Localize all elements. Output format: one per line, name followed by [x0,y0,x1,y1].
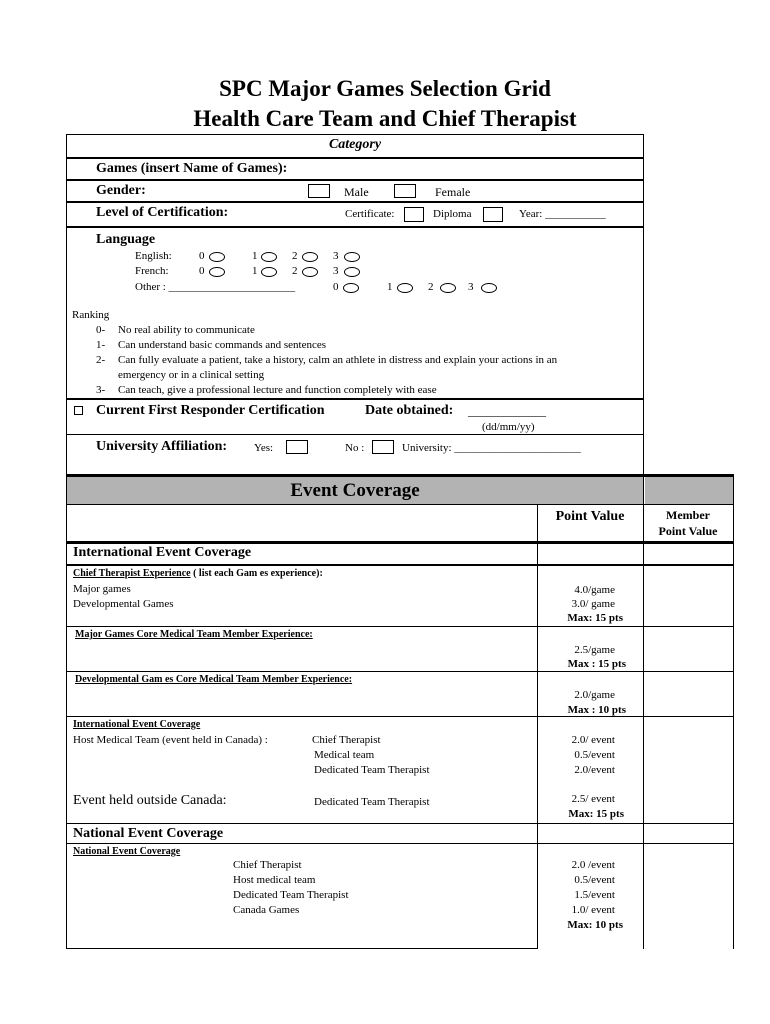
table-bottom-border [66,948,538,949]
diploma-label: Diploma [433,208,472,220]
other-language-field[interactable]: Other : _______________________ [135,281,296,293]
french-1-radio[interactable] [261,267,277,277]
divider [66,671,734,672]
divider [66,398,644,400]
host-role: Dedicated Team Therapist [314,764,430,776]
first-responder-checkbox[interactable] [74,406,83,415]
national-coverage-title: National Event Coverage [73,846,181,857]
event-coverage-heading: Event Coverage [290,480,420,501]
member-header-1: Member [666,508,710,522]
level-3: 3 [333,265,339,277]
host-medical-team-label: Host Medical Team (event held in Canada) : [73,734,268,746]
certificate-checkbox[interactable] [404,207,424,222]
level-1: 1 [387,281,393,293]
category-heading: Category [328,137,382,152]
english-0-radio[interactable] [209,252,225,262]
male-label: Male [344,185,369,199]
ranking-num: 2- [96,354,106,366]
games-label: Games (insert Name of Games): [96,161,288,176]
ranking-num: 1- [96,339,106,351]
host-role: Chief Therapist [312,734,381,746]
major-core-points: 2.5/game [574,644,615,656]
other-3-radio[interactable] [481,283,497,293]
university-yes-checkbox[interactable] [286,440,308,454]
host-role: Medical team [314,749,375,761]
language-label: Language [96,232,156,247]
divider [66,626,734,627]
outside-max: Max: 15 pts [568,808,624,820]
chief-exp-title: Chief Therapist Experience ( list each Gam es experience): [73,568,323,579]
divider [66,226,644,228]
divider [66,541,734,544]
national-role: Host medical team [233,874,316,886]
other-1-radio[interactable] [397,283,413,293]
category-right-border [643,134,644,476]
yes-label: Yes: [254,442,274,454]
host-points: 0.5/event [574,749,615,761]
english-2-radio[interactable] [302,252,318,262]
university-name-field[interactable]: University: _______________________ [402,442,581,454]
divider [66,179,644,181]
level-3: 3 [333,250,339,262]
ranking-num: 3- [96,384,106,396]
first-responder-label: Current First Responder Certification [96,403,325,418]
point-value-header: Point Value [555,509,625,524]
ranking-text: emergency or in a clinical setting [118,369,265,381]
dev-core-title: Developmental Gam es Core Medical Team Member Experience: [75,674,353,685]
developmental-games-points: 3.0/ game [571,598,615,610]
level-2: 2 [428,281,434,293]
divider [66,201,644,203]
national-max: Max: 10 pts [567,919,623,931]
ranking-text: Can fully evaluate a patient, take a history, calm an athlete in distress and explain your actions in an [118,354,558,366]
member-header-2: Point Value [658,524,718,538]
gender-label: Gender: [96,183,146,198]
date-format-hint: (dd/mm/yy) [482,421,535,433]
ranking-num: 0- [96,324,106,336]
level-2: 2 [292,265,298,277]
french-3-radio[interactable] [344,267,360,277]
international-section-title: International Event Coverage [73,545,252,560]
major-games-label: Major games [73,583,131,595]
date-obtained-field[interactable]: _____________ [468,404,546,418]
outside-role: Dedicated Team Therapist [314,796,430,808]
intl-coverage-title: International Event Coverage [73,719,201,730]
national-role: Canada Games [233,904,300,916]
english-label: English: [135,250,172,262]
major-games-points: 4.0/game [574,584,615,596]
major-core-max: Max : 15 pts [567,658,626,670]
date-obtained-label: Date obtained: [365,403,454,418]
national-section-title: National Event Coverage [73,826,224,841]
category-top-border [66,134,644,135]
other-2-radio[interactable] [440,283,456,293]
divider [66,716,734,717]
diploma-checkbox[interactable] [483,207,503,222]
outside-canada-label: Event held outside Canada: [73,793,227,808]
ranking-text: Can understand basic commands and sentences [118,339,327,351]
other-0-radio[interactable] [343,283,359,293]
university-affiliation-label: University Affiliation: [96,439,228,454]
divider [66,157,644,159]
host-points: 2.0/ event [571,734,615,746]
year-field[interactable]: Year: ___________ [519,208,606,220]
university-no-checkbox[interactable] [372,440,394,454]
member-col-left-border [643,474,644,949]
developmental-games-label: Developmental Games [73,598,174,610]
french-label: French: [135,265,169,277]
female-checkbox[interactable] [394,184,416,198]
outside-points: 2.5/ event [571,793,615,805]
table-right-border [733,474,734,949]
national-points: 2.0 /event [571,859,615,871]
divider [66,504,734,505]
divider [66,434,644,435]
national-points: 1.5/event [574,889,615,901]
ranking-title: Ranking [72,309,110,321]
dev-core-max: Max : 10 pts [567,704,626,716]
level-2: 2 [292,250,298,262]
certification-label: Level of Certification: [96,205,229,220]
host-points: 2.0/event [574,764,615,776]
major-core-title: Major Games Core Medical Team Member Experience: [75,629,313,640]
level-0: 0 [333,281,339,293]
title-line-1: SPC Major Games Selection Grid [219,76,551,101]
english-3-radio[interactable] [344,252,360,262]
title-line-2: Health Care Team and Chief Therapist [193,106,577,131]
ranking-text: No real ability to communicate [118,324,255,336]
event-heading-band-right [645,477,734,504]
level-0: 0 [199,265,205,277]
dev-core-points: 2.0/game [574,689,615,701]
national-points: 1.0/ event [571,904,615,916]
french-2-radio[interactable] [302,267,318,277]
male-checkbox[interactable] [308,184,330,198]
divider [66,564,734,566]
english-1-radio[interactable] [261,252,277,262]
level-3: 3 [468,281,474,293]
no-label: No : [345,442,365,454]
female-label: Female [435,185,471,199]
divider [66,823,734,824]
national-role: Dedicated Team Therapist [233,889,349,901]
national-points: 0.5/event [574,874,615,886]
level-0: 0 [199,250,205,262]
divider [66,843,734,844]
ranking-text: Can teach, give a professional lecture and function completely with ease [118,384,437,396]
national-role: Chief Therapist [233,859,302,871]
french-0-radio[interactable] [209,267,225,277]
level-1: 1 [252,250,258,262]
certificate-label: Certificate: [345,208,395,220]
level-1: 1 [252,265,258,277]
chief-max: Max: 15 pts [567,612,623,624]
